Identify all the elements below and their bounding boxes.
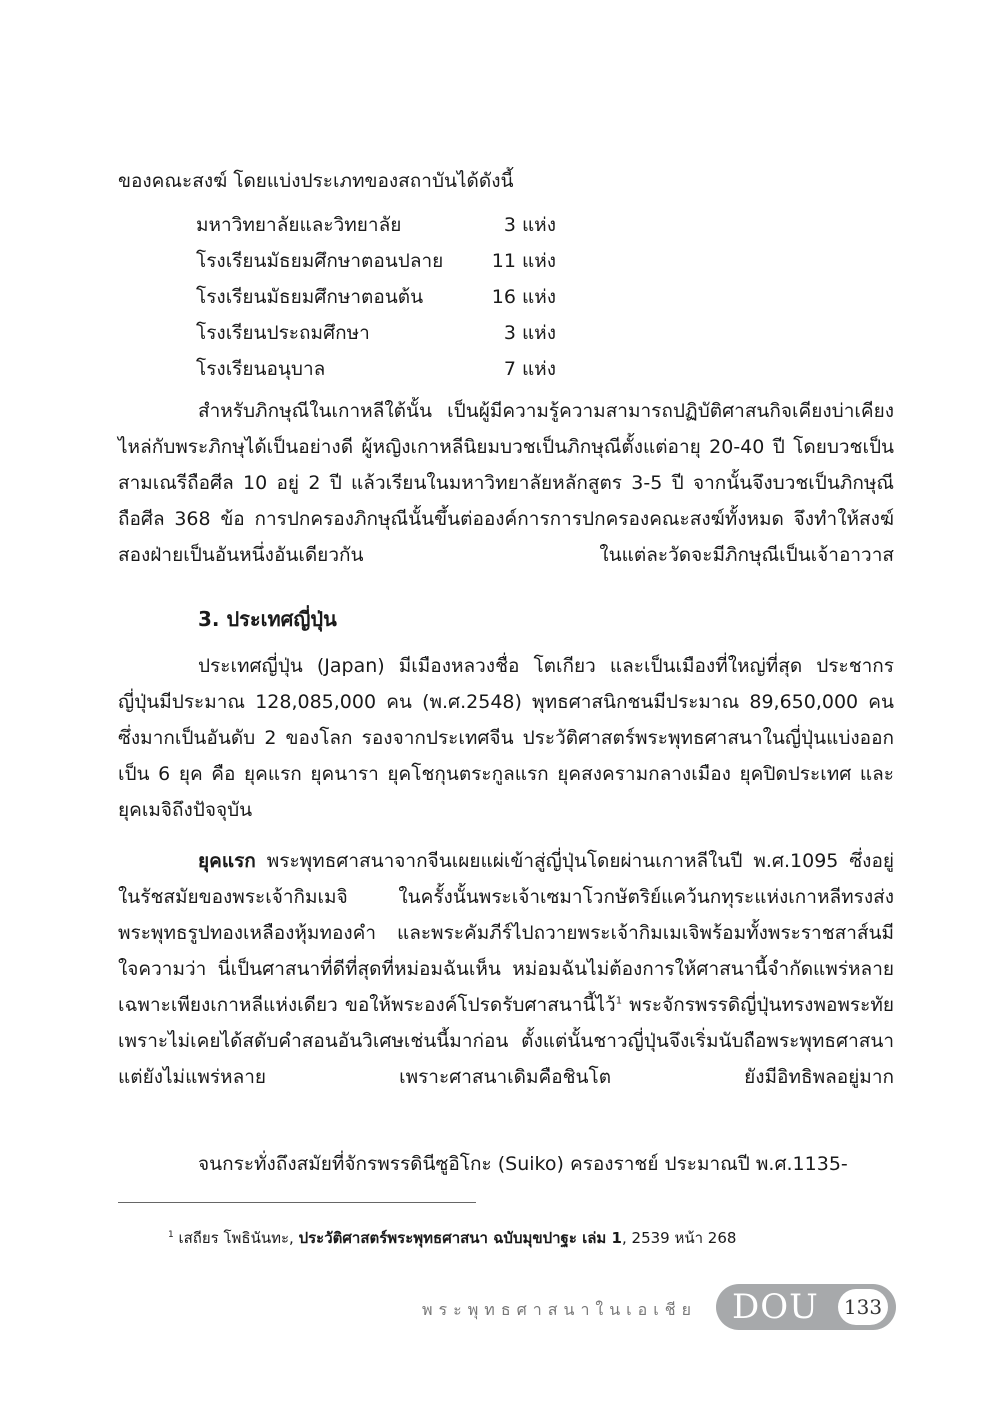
footnote <box>168 1226 736 1250</box>
footnote-details: , 2539 หน้า 268 <box>621 1229 737 1247</box>
list-item <box>196 243 556 279</box>
institution-name: มหาวิทยาลัยและวิทยาลัย <box>196 214 402 236</box>
institution-count: 16 แห่ง <box>491 286 556 308</box>
page-number: 133 <box>838 1289 888 1325</box>
running-title: พระพุทธศาสนาในเอเชีย <box>422 1300 697 1319</box>
institution-list <box>196 207 556 387</box>
page-badge <box>716 1284 896 1330</box>
footnote-mark: 1 <box>168 1230 174 1240</box>
institution-name: โรงเรียนมัธยมศึกษาตอนต้น <box>196 286 424 308</box>
institution-count: 3 แห่ง <box>503 214 556 236</box>
list-item <box>196 315 556 351</box>
last-line: จนกระทั่งถึงสมัยที่จักรพรรดินีซูอิโกะ (Suiko) ครองราชย์ ประมาณปี พ.ศ.1135- <box>198 1153 848 1175</box>
list-item <box>196 351 556 387</box>
intro-line: ของคณะสงฆ์ โดยแบ่งประเภทของสถาบันได้ดังนี้ <box>118 170 514 192</box>
institution-name: โรงเรียนมัธยมศึกษาตอนปลาย <box>196 250 444 272</box>
institution-count: 3 แห่ง <box>503 322 556 344</box>
korea-paragraph: สำหรับภิกษุณีในเกาหลีใต้นั้น เป็นผู้มีความรู้ความสามารถปฏิบัติศาสนกิจเคียงบ่าเคียงไหล่กับพระภิกษุได้เป็นอย่างดี ผู้หญิงเกาหลีนิยมบวชเป็นภิกษุณีตั้งแต่อายุ 20-40 ปี โดยบวชเป็นสามเณรีถือศีล 10 อยู่ 2 ปี แล้วเรียนในมหาวิทยาลัยหลักสูตร 3-5 ปี จากนั้นจึงบวชเป็นภิกษุณี ถือศีล 368 ข้อ การปกครองภิกษุณีนั้นขึ้นต่อองค์การการปกครองคณะสงฆ์ทั้งหมด จึงทำให้สงฆ์สองฝ่ายเป็นอันหนึ่งอันเดียวกัน ในแต่ละวัดจะมีภิกษุณีเป็นเจ้าอาวาส <box>118 400 894 566</box>
institution-name: โรงเรียนประถมศึกษา <box>196 322 370 344</box>
institution-count: 7 แห่ง <box>503 358 556 380</box>
institution-count: 11 แห่ง <box>491 250 556 272</box>
footnote-title: ประวัติศาสตร์พระพุทธศาสนา ฉบับมุขปาฐะ เล่ม 1 <box>298 1229 622 1247</box>
section-heading: 3. ประเทศญี่ปุ่น <box>198 607 337 631</box>
japan-paragraph: ประเทศญี่ปุ่น (Japan) มีเมืองหลวงชื่อ โตเกียว และเป็นเมืองที่ใหญ่ที่สุด ประชากรญี่ปุ่นมีประมาณ 128,085,000 คน (พ.ศ.2548) พุทธศาสนิกชนมีประมาณ 89,650,000 คน ซึ่งมากเป็นอันดับ 2 ของโลก รองจากประเทศจีน ประวัติศาสตร์พระพุทธศาสนาในญี่ปุ่นแบ่งออกเป็น 6 ยุค คือ ยุคแรก ยุคนารา ยุคโชกุนตระกูลแรก ยุคสงครามกลางเมือง ยุคปิดประเทศ และยุคเมจิถึงปัจจุบัน <box>118 655 894 821</box>
footnote-divider <box>118 1202 476 1203</box>
institution-name: โรงเรียนอนุบาล <box>196 358 326 380</box>
list-item <box>196 279 556 315</box>
first-era-text-after: พระจักรพรรดิญี่ปุ่นทรงพอพระทัยเพราะไม่เคยได้สดับคำสอนอันวิเศษเช่นนี้มาก่อน ตั้งแต่นั้นชาวญี่ปุ่นจึงเริ่มนับถือพระพุทธศาสนา แต่ยังไม่แพร่หลาย เพราะศาสนาเดิมคือชินโต ยังมีอิทธิพลอยู่มาก <box>118 994 894 1088</box>
dou-logo-text: DOU <box>732 1287 819 1327</box>
first-era-text: พระพุทธศาสนาจากจีนเผยแผ่เข้าสู่ญี่ปุ่นโดยผ่านเกาหลีในปี พ.ศ.1095 ซึ่งอยู่ในรัชสมัยของพระเจ้ากิมเมจิ ในครั้งนั้นพระเจ้าเซมาโวกษัตริย์แคว้นกทุระแห่งเกาหลีทรงส่งพระพุทธรูปทองเหลืองหุ้มทองคำ และพระคัมภีร์ไปถวายพระเจ้ากิมเมเจิพร้อมทั้งพระราชสาส์นมีใจความว่า นี่เป็นศาสนาที่ดีที่สุดที่หม่อมฉันเห็น หม่อมฉันไม่ต้องการให้ศาสนานี้จำกัดแพร่หลาย เฉพาะเพียงเกาหลีแห่งเดียว ขอให้พระองค์โปรดรับศาสนานี้ไว้ <box>118 850 894 1016</box>
list-item <box>196 207 556 243</box>
footnote-author: เสถียร โพธินันทะ, <box>173 1229 299 1247</box>
footnote-reference[interactable]: 1 <box>615 995 623 1007</box>
first-era-lead: ยุคแรก <box>198 850 256 872</box>
first-era-paragraph <box>118 843 894 1095</box>
